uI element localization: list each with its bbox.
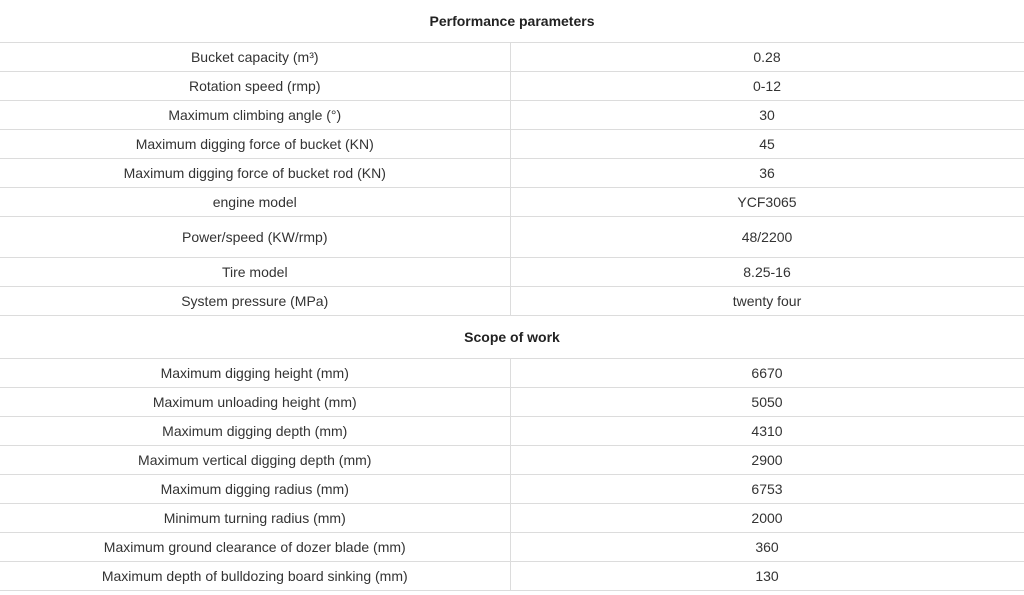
section-header-row [0,316,1024,359]
table-row [0,562,1024,591]
table-row [0,359,1024,388]
table-row [0,533,1024,562]
table-row [0,130,1024,159]
param-value: YCF3065 [510,188,1024,217]
section-header-row [0,0,1024,43]
param-value: 130 [510,562,1024,591]
param-label: Maximum unloading height (mm) [0,388,510,417]
table-row [0,43,1024,72]
param-value: 36 [510,159,1024,188]
param-label: Maximum depth of bulldozing board sinking (mm) [0,562,510,591]
param-value: 30 [510,101,1024,130]
table-row [0,504,1024,533]
param-label: engine model [0,188,510,217]
param-value: 0-12 [510,72,1024,101]
param-value: 5050 [510,388,1024,417]
param-value: 8.25-16 [510,258,1024,287]
table-row [0,287,1024,316]
param-value: 360 [510,533,1024,562]
table-row [0,388,1024,417]
table-row [0,475,1024,504]
param-value: 45 [510,130,1024,159]
param-label: System pressure (MPa) [0,287,510,316]
param-label: Minimum turning radius (mm) [0,504,510,533]
param-value: 2900 [510,446,1024,475]
param-label: Power/speed (KW/rmp) [0,217,510,258]
param-value: 6670 [510,359,1024,388]
param-label: Maximum climbing angle (°) [0,101,510,130]
param-label: Maximum digging depth (mm) [0,417,510,446]
table-row [0,258,1024,287]
section-title-scope: Scope of work [0,316,1024,359]
param-value: 6753 [510,475,1024,504]
table-row [0,217,1024,258]
param-label: Maximum digging force of bucket (KN) [0,130,510,159]
param-label: Tire model [0,258,510,287]
table-row [0,101,1024,130]
table-row [0,159,1024,188]
table-row [0,446,1024,475]
param-label: Rotation speed (rmp) [0,72,510,101]
param-label: Maximum digging radius (mm) [0,475,510,504]
param-label: Bucket capacity (m³) [0,43,510,72]
section-title-performance: Performance parameters [0,0,1024,43]
param-label: Maximum digging height (mm) [0,359,510,388]
param-value: 0.28 [510,43,1024,72]
param-value: twenty four [510,287,1024,316]
param-label: Maximum ground clearance of dozer blade (mm) [0,533,510,562]
param-value: 4310 [510,417,1024,446]
table-row [0,188,1024,217]
table-row [0,72,1024,101]
param-value: 2000 [510,504,1024,533]
param-label: Maximum vertical digging depth (mm) [0,446,510,475]
table-row [0,417,1024,446]
param-label: Maximum digging force of bucket rod (KN) [0,159,510,188]
param-value: 48/2200 [510,217,1024,258]
